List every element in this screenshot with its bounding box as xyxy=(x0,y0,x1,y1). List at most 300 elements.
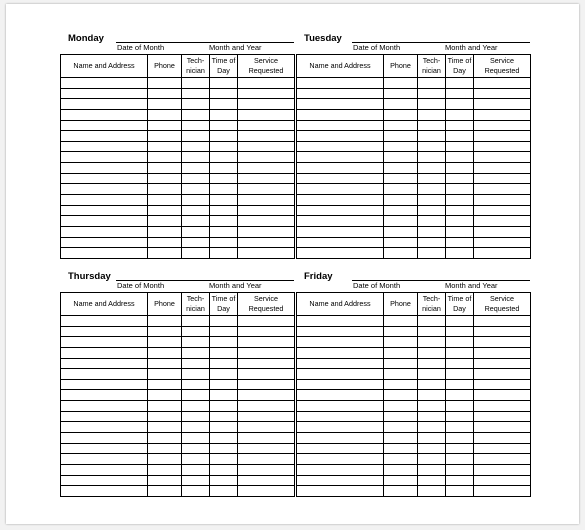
name-address-cell[interactable] xyxy=(297,422,384,433)
phone-cell[interactable] xyxy=(384,369,418,380)
name-address-cell[interactable] xyxy=(61,99,148,110)
phone-cell[interactable] xyxy=(384,163,418,174)
technician-cell[interactable] xyxy=(182,99,210,110)
service-requested-cell[interactable] xyxy=(474,173,531,184)
time-of-day-cell[interactable] xyxy=(210,433,238,444)
technician-cell[interactable] xyxy=(418,326,446,337)
phone-cell[interactable] xyxy=(384,347,418,358)
technician-cell[interactable] xyxy=(418,358,446,369)
service-requested-cell[interactable] xyxy=(238,88,295,99)
phone-cell[interactable] xyxy=(384,109,418,120)
time-of-day-cell[interactable] xyxy=(446,163,474,174)
service-requested-cell[interactable] xyxy=(238,390,295,401)
name-address-cell[interactable] xyxy=(297,99,384,110)
service-requested-cell[interactable] xyxy=(474,152,531,163)
name-address-cell[interactable] xyxy=(297,216,384,227)
phone-cell[interactable] xyxy=(148,390,182,401)
technician-cell[interactable] xyxy=(418,141,446,152)
time-of-day-cell[interactable] xyxy=(446,216,474,227)
phone-cell[interactable] xyxy=(148,443,182,454)
service-requested-cell[interactable] xyxy=(474,163,531,174)
service-requested-cell[interactable] xyxy=(474,195,531,206)
service-requested-cell[interactable] xyxy=(474,390,531,401)
service-requested-cell[interactable] xyxy=(474,184,531,195)
phone-cell[interactable] xyxy=(384,411,418,422)
phone-cell[interactable] xyxy=(384,454,418,465)
time-of-day-cell[interactable] xyxy=(210,184,238,195)
name-address-cell[interactable] xyxy=(61,248,148,259)
service-requested-cell[interactable] xyxy=(238,454,295,465)
phone-cell[interactable] xyxy=(384,205,418,216)
service-requested-cell[interactable] xyxy=(238,99,295,110)
time-of-day-cell[interactable] xyxy=(210,109,238,120)
service-requested-cell[interactable] xyxy=(474,464,531,475)
technician-cell[interactable] xyxy=(182,163,210,174)
phone-cell[interactable] xyxy=(384,173,418,184)
name-address-cell[interactable] xyxy=(61,433,148,444)
technician-cell[interactable] xyxy=(418,195,446,206)
phone-cell[interactable] xyxy=(148,411,182,422)
technician-cell[interactable] xyxy=(182,226,210,237)
phone-cell[interactable] xyxy=(384,131,418,142)
name-address-cell[interactable] xyxy=(297,486,384,497)
phone-cell[interactable] xyxy=(384,120,418,131)
name-address-cell[interactable] xyxy=(61,347,148,358)
name-address-cell[interactable] xyxy=(297,337,384,348)
phone-cell[interactable] xyxy=(384,237,418,248)
technician-cell[interactable] xyxy=(182,326,210,337)
phone-cell[interactable] xyxy=(384,401,418,412)
name-address-cell[interactable] xyxy=(297,237,384,248)
service-requested-cell[interactable] xyxy=(474,337,531,348)
service-requested-cell[interactable] xyxy=(238,326,295,337)
name-address-cell[interactable] xyxy=(297,316,384,327)
time-of-day-cell[interactable] xyxy=(210,141,238,152)
technician-cell[interactable] xyxy=(418,184,446,195)
time-of-day-cell[interactable] xyxy=(446,195,474,206)
name-address-cell[interactable] xyxy=(297,173,384,184)
service-requested-cell[interactable] xyxy=(238,347,295,358)
service-requested-cell[interactable] xyxy=(238,475,295,486)
technician-cell[interactable] xyxy=(182,237,210,248)
name-address-cell[interactable] xyxy=(297,131,384,142)
service-requested-cell[interactable] xyxy=(474,205,531,216)
time-of-day-cell[interactable] xyxy=(210,205,238,216)
technician-cell[interactable] xyxy=(418,475,446,486)
name-address-cell[interactable] xyxy=(297,475,384,486)
time-of-day-cell[interactable] xyxy=(210,401,238,412)
technician-cell[interactable] xyxy=(182,120,210,131)
service-requested-cell[interactable] xyxy=(474,131,531,142)
phone-cell[interactable] xyxy=(148,195,182,206)
name-address-cell[interactable] xyxy=(61,369,148,380)
phone-cell[interactable] xyxy=(148,88,182,99)
technician-cell[interactable] xyxy=(418,205,446,216)
time-of-day-cell[interactable] xyxy=(210,486,238,497)
name-address-cell[interactable] xyxy=(297,326,384,337)
time-of-day-cell[interactable] xyxy=(446,184,474,195)
service-requested-cell[interactable] xyxy=(238,173,295,184)
phone-cell[interactable] xyxy=(384,486,418,497)
time-of-day-cell[interactable] xyxy=(210,226,238,237)
time-of-day-cell[interactable] xyxy=(446,390,474,401)
service-requested-cell[interactable] xyxy=(238,216,295,227)
time-of-day-cell[interactable] xyxy=(210,173,238,184)
time-of-day-cell[interactable] xyxy=(446,401,474,412)
technician-cell[interactable] xyxy=(182,88,210,99)
service-requested-cell[interactable] xyxy=(474,454,531,465)
technician-cell[interactable] xyxy=(418,464,446,475)
phone-cell[interactable] xyxy=(148,316,182,327)
technician-cell[interactable] xyxy=(418,347,446,358)
technician-cell[interactable] xyxy=(182,195,210,206)
phone-cell[interactable] xyxy=(148,184,182,195)
service-requested-cell[interactable] xyxy=(238,316,295,327)
technician-cell[interactable] xyxy=(418,433,446,444)
phone-cell[interactable] xyxy=(148,379,182,390)
service-requested-cell[interactable] xyxy=(238,401,295,412)
technician-cell[interactable] xyxy=(182,422,210,433)
phone-cell[interactable] xyxy=(384,216,418,227)
technician-cell[interactable] xyxy=(418,316,446,327)
name-address-cell[interactable] xyxy=(297,369,384,380)
service-requested-cell[interactable] xyxy=(238,205,295,216)
name-address-cell[interactable] xyxy=(297,248,384,259)
name-address-cell[interactable] xyxy=(61,237,148,248)
technician-cell[interactable] xyxy=(182,173,210,184)
technician-cell[interactable] xyxy=(182,141,210,152)
name-address-cell[interactable] xyxy=(297,226,384,237)
time-of-day-cell[interactable] xyxy=(210,411,238,422)
technician-cell[interactable] xyxy=(418,120,446,131)
time-of-day-cell[interactable] xyxy=(210,237,238,248)
name-address-cell[interactable] xyxy=(61,401,148,412)
time-of-day-cell[interactable] xyxy=(446,248,474,259)
time-of-day-cell[interactable] xyxy=(446,205,474,216)
technician-cell[interactable] xyxy=(418,237,446,248)
name-address-cell[interactable] xyxy=(61,109,148,120)
service-requested-cell[interactable] xyxy=(474,109,531,120)
name-address-cell[interactable] xyxy=(61,316,148,327)
time-of-day-cell[interactable] xyxy=(210,326,238,337)
technician-cell[interactable] xyxy=(182,316,210,327)
service-requested-cell[interactable] xyxy=(474,401,531,412)
phone-cell[interactable] xyxy=(384,99,418,110)
phone-cell[interactable] xyxy=(384,326,418,337)
name-address-cell[interactable] xyxy=(297,141,384,152)
time-of-day-cell[interactable] xyxy=(210,131,238,142)
service-requested-cell[interactable] xyxy=(474,422,531,433)
name-address-cell[interactable] xyxy=(297,433,384,444)
technician-cell[interactable] xyxy=(418,216,446,227)
phone-cell[interactable] xyxy=(148,152,182,163)
phone-cell[interactable] xyxy=(384,422,418,433)
phone-cell[interactable] xyxy=(148,237,182,248)
time-of-day-cell[interactable] xyxy=(210,99,238,110)
time-of-day-cell[interactable] xyxy=(210,163,238,174)
phone-cell[interactable] xyxy=(384,248,418,259)
technician-cell[interactable] xyxy=(182,216,210,227)
name-address-cell[interactable] xyxy=(61,88,148,99)
technician-cell[interactable] xyxy=(418,411,446,422)
phone-cell[interactable] xyxy=(148,99,182,110)
time-of-day-cell[interactable] xyxy=(210,390,238,401)
service-requested-cell[interactable] xyxy=(474,443,531,454)
technician-cell[interactable] xyxy=(418,152,446,163)
time-of-day-cell[interactable] xyxy=(446,120,474,131)
name-address-cell[interactable] xyxy=(61,443,148,454)
time-of-day-cell[interactable] xyxy=(210,195,238,206)
phone-cell[interactable] xyxy=(384,195,418,206)
phone-cell[interactable] xyxy=(384,226,418,237)
time-of-day-cell[interactable] xyxy=(210,88,238,99)
name-address-cell[interactable] xyxy=(61,337,148,348)
phone-cell[interactable] xyxy=(148,120,182,131)
technician-cell[interactable] xyxy=(182,433,210,444)
time-of-day-cell[interactable] xyxy=(446,454,474,465)
phone-cell[interactable] xyxy=(148,226,182,237)
technician-cell[interactable] xyxy=(418,109,446,120)
service-requested-cell[interactable] xyxy=(238,369,295,380)
technician-cell[interactable] xyxy=(418,454,446,465)
service-requested-cell[interactable] xyxy=(474,120,531,131)
phone-cell[interactable] xyxy=(384,390,418,401)
service-requested-cell[interactable] xyxy=(474,379,531,390)
service-requested-cell[interactable] xyxy=(238,163,295,174)
technician-cell[interactable] xyxy=(418,369,446,380)
time-of-day-cell[interactable] xyxy=(210,454,238,465)
time-of-day-cell[interactable] xyxy=(446,316,474,327)
technician-cell[interactable] xyxy=(418,173,446,184)
phone-cell[interactable] xyxy=(148,475,182,486)
time-of-day-cell[interactable] xyxy=(210,152,238,163)
name-address-cell[interactable] xyxy=(61,173,148,184)
phone-cell[interactable] xyxy=(148,326,182,337)
name-address-cell[interactable] xyxy=(61,205,148,216)
name-address-cell[interactable] xyxy=(297,152,384,163)
phone-cell[interactable] xyxy=(384,337,418,348)
service-requested-cell[interactable] xyxy=(238,358,295,369)
name-address-cell[interactable] xyxy=(61,464,148,475)
technician-cell[interactable] xyxy=(418,379,446,390)
service-requested-cell[interactable] xyxy=(474,486,531,497)
phone-cell[interactable] xyxy=(384,433,418,444)
name-address-cell[interactable] xyxy=(61,120,148,131)
technician-cell[interactable] xyxy=(182,347,210,358)
time-of-day-cell[interactable] xyxy=(210,443,238,454)
service-requested-cell[interactable] xyxy=(238,411,295,422)
name-address-cell[interactable] xyxy=(297,163,384,174)
phone-cell[interactable] xyxy=(148,347,182,358)
service-requested-cell[interactable] xyxy=(238,195,295,206)
name-address-cell[interactable] xyxy=(297,454,384,465)
service-requested-cell[interactable] xyxy=(238,78,295,89)
technician-cell[interactable] xyxy=(182,248,210,259)
service-requested-cell[interactable] xyxy=(474,216,531,227)
time-of-day-cell[interactable] xyxy=(210,379,238,390)
time-of-day-cell[interactable] xyxy=(446,379,474,390)
time-of-day-cell[interactable] xyxy=(446,99,474,110)
technician-cell[interactable] xyxy=(418,401,446,412)
name-address-cell[interactable] xyxy=(61,152,148,163)
name-address-cell[interactable] xyxy=(61,454,148,465)
technician-cell[interactable] xyxy=(418,422,446,433)
time-of-day-cell[interactable] xyxy=(446,369,474,380)
service-requested-cell[interactable] xyxy=(474,475,531,486)
phone-cell[interactable] xyxy=(384,152,418,163)
phone-cell[interactable] xyxy=(148,486,182,497)
time-of-day-cell[interactable] xyxy=(446,486,474,497)
phone-cell[interactable] xyxy=(384,88,418,99)
phone-cell[interactable] xyxy=(148,141,182,152)
phone-cell[interactable] xyxy=(148,173,182,184)
technician-cell[interactable] xyxy=(182,78,210,89)
name-address-cell[interactable] xyxy=(61,422,148,433)
phone-cell[interactable] xyxy=(148,131,182,142)
time-of-day-cell[interactable] xyxy=(210,120,238,131)
phone-cell[interactable] xyxy=(384,78,418,89)
service-requested-cell[interactable] xyxy=(474,411,531,422)
technician-cell[interactable] xyxy=(418,248,446,259)
technician-cell[interactable] xyxy=(418,78,446,89)
time-of-day-cell[interactable] xyxy=(446,226,474,237)
service-requested-cell[interactable] xyxy=(238,486,295,497)
phone-cell[interactable] xyxy=(148,337,182,348)
technician-cell[interactable] xyxy=(182,184,210,195)
technician-cell[interactable] xyxy=(418,226,446,237)
service-requested-cell[interactable] xyxy=(238,226,295,237)
time-of-day-cell[interactable] xyxy=(446,109,474,120)
technician-cell[interactable] xyxy=(182,390,210,401)
technician-cell[interactable] xyxy=(182,205,210,216)
name-address-cell[interactable] xyxy=(297,401,384,412)
technician-cell[interactable] xyxy=(182,454,210,465)
name-address-cell[interactable] xyxy=(61,358,148,369)
technician-cell[interactable] xyxy=(418,443,446,454)
name-address-cell[interactable] xyxy=(297,379,384,390)
time-of-day-cell[interactable] xyxy=(446,337,474,348)
technician-cell[interactable] xyxy=(182,379,210,390)
name-address-cell[interactable] xyxy=(61,131,148,142)
service-requested-cell[interactable] xyxy=(474,99,531,110)
service-requested-cell[interactable] xyxy=(238,184,295,195)
time-of-day-cell[interactable] xyxy=(446,78,474,89)
time-of-day-cell[interactable] xyxy=(446,88,474,99)
service-requested-cell[interactable] xyxy=(474,88,531,99)
technician-cell[interactable] xyxy=(418,99,446,110)
phone-cell[interactable] xyxy=(384,379,418,390)
time-of-day-cell[interactable] xyxy=(446,237,474,248)
name-address-cell[interactable] xyxy=(297,120,384,131)
name-address-cell[interactable] xyxy=(61,184,148,195)
service-requested-cell[interactable] xyxy=(238,464,295,475)
time-of-day-cell[interactable] xyxy=(446,411,474,422)
name-address-cell[interactable] xyxy=(61,226,148,237)
time-of-day-cell[interactable] xyxy=(210,422,238,433)
technician-cell[interactable] xyxy=(182,464,210,475)
service-requested-cell[interactable] xyxy=(474,326,531,337)
phone-cell[interactable] xyxy=(384,184,418,195)
service-requested-cell[interactable] xyxy=(238,443,295,454)
name-address-cell[interactable] xyxy=(61,390,148,401)
service-requested-cell[interactable] xyxy=(238,120,295,131)
name-address-cell[interactable] xyxy=(61,163,148,174)
name-address-cell[interactable] xyxy=(297,88,384,99)
name-address-cell[interactable] xyxy=(297,109,384,120)
phone-cell[interactable] xyxy=(148,205,182,216)
time-of-day-cell[interactable] xyxy=(210,464,238,475)
time-of-day-cell[interactable] xyxy=(210,316,238,327)
phone-cell[interactable] xyxy=(148,78,182,89)
name-address-cell[interactable] xyxy=(61,486,148,497)
time-of-day-cell[interactable] xyxy=(446,475,474,486)
time-of-day-cell[interactable] xyxy=(210,216,238,227)
time-of-day-cell[interactable] xyxy=(446,422,474,433)
time-of-day-cell[interactable] xyxy=(446,173,474,184)
time-of-day-cell[interactable] xyxy=(446,141,474,152)
name-address-cell[interactable] xyxy=(61,195,148,206)
service-requested-cell[interactable] xyxy=(238,248,295,259)
phone-cell[interactable] xyxy=(148,401,182,412)
technician-cell[interactable] xyxy=(182,475,210,486)
technician-cell[interactable] xyxy=(418,131,446,142)
name-address-cell[interactable] xyxy=(297,347,384,358)
phone-cell[interactable] xyxy=(384,464,418,475)
time-of-day-cell[interactable] xyxy=(210,369,238,380)
phone-cell[interactable] xyxy=(148,454,182,465)
phone-cell[interactable] xyxy=(384,475,418,486)
service-requested-cell[interactable] xyxy=(238,152,295,163)
time-of-day-cell[interactable] xyxy=(446,358,474,369)
technician-cell[interactable] xyxy=(182,337,210,348)
phone-cell[interactable] xyxy=(148,369,182,380)
phone-cell[interactable] xyxy=(148,109,182,120)
phone-cell[interactable] xyxy=(384,141,418,152)
technician-cell[interactable] xyxy=(182,131,210,142)
time-of-day-cell[interactable] xyxy=(210,78,238,89)
time-of-day-cell[interactable] xyxy=(446,433,474,444)
name-address-cell[interactable] xyxy=(297,443,384,454)
name-address-cell[interactable] xyxy=(61,379,148,390)
technician-cell[interactable] xyxy=(182,109,210,120)
technician-cell[interactable] xyxy=(182,152,210,163)
name-address-cell[interactable] xyxy=(297,184,384,195)
service-requested-cell[interactable] xyxy=(474,226,531,237)
name-address-cell[interactable] xyxy=(61,411,148,422)
service-requested-cell[interactable] xyxy=(238,337,295,348)
service-requested-cell[interactable] xyxy=(238,422,295,433)
phone-cell[interactable] xyxy=(148,163,182,174)
time-of-day-cell[interactable] xyxy=(210,337,238,348)
service-requested-cell[interactable] xyxy=(474,237,531,248)
service-requested-cell[interactable] xyxy=(474,78,531,89)
technician-cell[interactable] xyxy=(418,337,446,348)
technician-cell[interactable] xyxy=(418,163,446,174)
service-requested-cell[interactable] xyxy=(238,131,295,142)
name-address-cell[interactable] xyxy=(297,464,384,475)
technician-cell[interactable] xyxy=(182,486,210,497)
technician-cell[interactable] xyxy=(418,486,446,497)
service-requested-cell[interactable] xyxy=(474,316,531,327)
name-address-cell[interactable] xyxy=(297,390,384,401)
service-requested-cell[interactable] xyxy=(474,248,531,259)
name-address-cell[interactable] xyxy=(297,205,384,216)
time-of-day-cell[interactable] xyxy=(446,152,474,163)
service-requested-cell[interactable] xyxy=(474,358,531,369)
service-requested-cell[interactable] xyxy=(474,141,531,152)
time-of-day-cell[interactable] xyxy=(210,347,238,358)
time-of-day-cell[interactable] xyxy=(446,347,474,358)
